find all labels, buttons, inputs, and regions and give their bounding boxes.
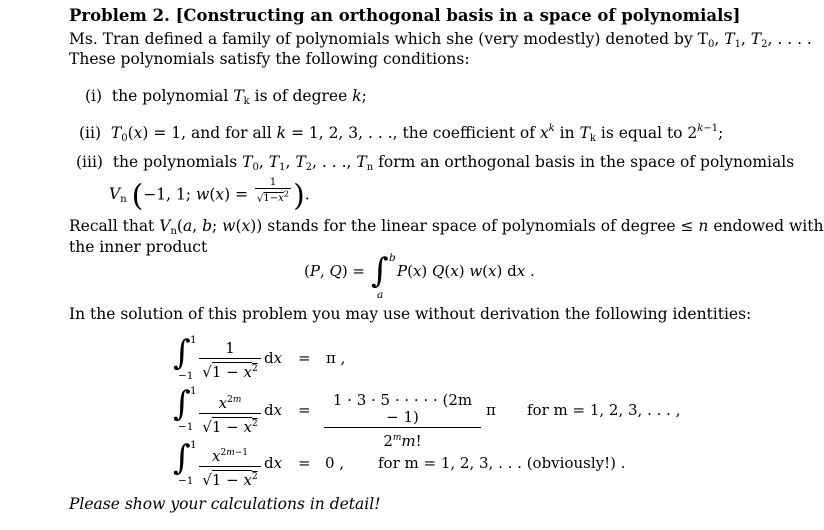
identities-intro: In the solution of this problem you may use without derivation the following identities: [69, 305, 752, 323]
intro-line-2: These polynomials satisfy the following conditions: [69, 50, 470, 68]
identity-3-note: for m = 1, 2, 3, . . . (obviously!) . [378, 454, 626, 472]
condition-ii-text-a: = 1, and for all [153, 124, 272, 142]
recall-text-c: endowed with [713, 217, 824, 235]
condition-ii-text-b: = 1, 2, 3, . . ., the coefficient of [290, 124, 535, 142]
condition-i-text-b: is of degree [254, 87, 348, 105]
condition-ii-text-d: is equal to 2 [600, 124, 698, 142]
intro-text: Ms. Tran defined a family of polynomials which she (very modestly) denoted by T [69, 30, 708, 48]
identity-2-numerator: 1 · 3 · 5 · · · · · (2m − 1) [324, 392, 481, 428]
problem-page: Problem 2. [Constructing an orthogonal basis in a space of polynomials] Ms. Tran defined a family of polynomials which she (very modestly) denoted by $T_0$, $T_1$, $T_2$, . . . . These polynomials satisfy the following conditions: (i) the polynomial $T_k$ is of degree k; (ii) $T_0(x) = 1$, and for all k = 1, 2, 3, . . ., the coefficient of $x^k$ in $T_k$ is equal to $2^{k-1}$; (iii) the polynomials $T_0$, $T_1$, $T_2$, . . ., $T_n$ form an orthogonal basis in the space of polynomials $V_n$ (−1, 1; w(x) = $\frac{1}{√1-x^2}$ ). Recall that $V_n(a$, b; w(x)) stands for the linear space of polynomials of degree ≤ n endowed with the inner product (P, Q) = ∫ b a P(x) Q(x) w(x) dx . In the solution of this problem you may use without derivation the following identities: ∫ 1 −1 1 $√1 - x^2$ dx = π , ∫ 1 −1 $x^{2m}$ $√1 - x^2$ dx = 1 · 3 · 5 · · · · · (2m − 1) 2$^m$m! π for m = 1, 2, 3, . . . , ∫ 1 −1 $x^{2m-1}$ $√1 - x^2$ dx = 0 , for m = 1, 2, 3, . . . (obviously!) . Please show your calculations in detail! [69, 6, 824, 513]
identity-1-rhs: π , [326, 349, 346, 367]
condition-iii-text-a: the polynomials [112, 153, 238, 171]
condition-iii-space: $V_n$ (−1, 1; w(x) = $\frac{1}{√1-x^2}$ ). [109, 177, 310, 214]
condition-i-text-a: the polynomial [111, 87, 229, 105]
recall-text-a: Recall that [69, 217, 155, 235]
condition-iii-label: (iii) [76, 153, 103, 171]
intro-line-1: Ms. Tran defined a family of polynomials which she (very modestly) denoted by $T_0$, $T_1$, $T_2$, . . . . [69, 30, 812, 50]
condition-ii-label: (ii) [79, 124, 102, 142]
condition-iii-text-b: form an orthogonal basis in the space of polynomials [378, 153, 795, 171]
recall-line-1: Recall that $V_n(a$, b; w(x)) stands for the linear space of polynomials of degree ≤ n endowed with [69, 217, 824, 237]
identity-2-note: for m = 1, 2, 3, . . . , [527, 401, 681, 419]
problem-heading: Problem 2. [Constructing an orthogonal basis in a space of polynomials] [69, 6, 741, 25]
footer-instruction: Please show your calculations in detail! [69, 495, 381, 513]
identity-2-denominator: 2 [383, 432, 393, 450]
condition-iii: (iii) the polynomials $T_0$, $T_1$, $T_2$, . . ., $T_n$ form an orthogonal basis in the space of polynomials [76, 153, 795, 173]
condition-i-label: (i) [85, 87, 103, 105]
intro-tail: , . . . . [767, 30, 812, 48]
recall-text-b: stands for the linear space of polynomials of degree ≤ [267, 217, 694, 235]
condition-i: (i) the polynomial $T_k$ is of degree k; [85, 87, 367, 107]
condition-ii-text-c: in [559, 124, 575, 142]
recall-line-2: the inner product [69, 238, 208, 256]
condition-ii: (ii) $T_0(x) = 1$, and for all k = 1, 2, 3, . . ., the coefficient of $x^k$ in $T_k$ is equal to $2^{k-1}$; [79, 123, 724, 144]
identity-3-rhs: 0 , [325, 454, 345, 472]
